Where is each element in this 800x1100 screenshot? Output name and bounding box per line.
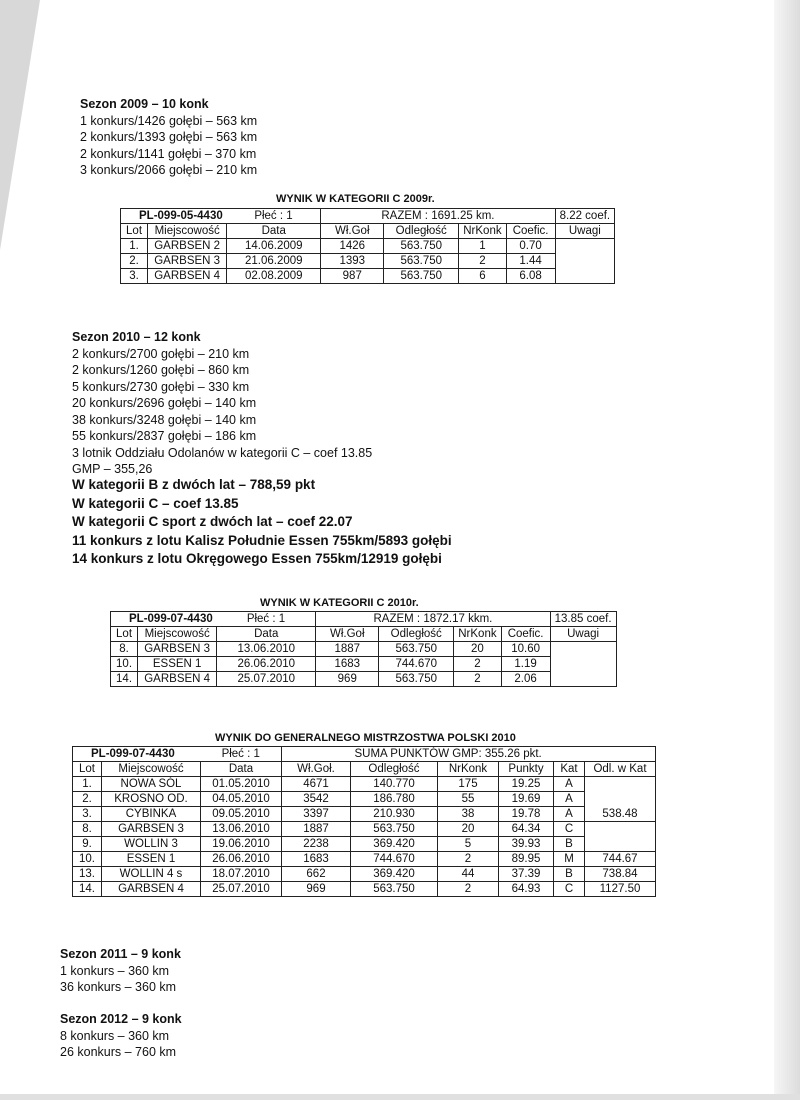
- cell-lot: 1.: [73, 777, 102, 792]
- cell-date: 19.06.2010: [201, 837, 282, 852]
- cell-date: 21.06.2009: [227, 254, 321, 269]
- cell-category: C: [554, 822, 585, 837]
- cell-birds: 2238: [282, 837, 351, 852]
- season-2010-line: 20 konkurs/2696 gołębi – 140 km: [72, 396, 257, 410]
- cell-coef: 1.19: [501, 657, 550, 672]
- cell-distance: 563.750: [384, 254, 459, 269]
- col-header: Odległość: [384, 224, 459, 239]
- cell-points: 64.34: [499, 822, 554, 837]
- table-2010-title: WYNIK W KATEGORII C 2010r.: [260, 597, 419, 609]
- scan-edge-right: [774, 0, 800, 1100]
- cell-date: 02.08.2009: [227, 269, 321, 284]
- table-row: [73, 822, 656, 837]
- col-header: Lot: [121, 224, 148, 239]
- table-row: [121, 239, 615, 254]
- cell-place: GARBSEN 4: [148, 269, 227, 284]
- col-header: Uwagi: [550, 627, 616, 642]
- cell-cat-distance: 1127.50: [585, 882, 656, 897]
- scan-edge-left: [0, 0, 40, 250]
- table-2010: [110, 611, 617, 687]
- cell-birds: 987: [321, 269, 384, 284]
- table-gmp-title: WYNIK DO GENERALNEGO MISTRZOSTWA POLSKI 2010: [215, 732, 516, 744]
- cell-points: 19.69: [499, 792, 554, 807]
- col-header: Wł.Goł: [321, 224, 384, 239]
- coef-total: 8.22 coef.: [555, 209, 615, 224]
- season-2011-line: 1 konkurs – 360 km: [60, 963, 170, 978]
- cell-date: 01.05.2010: [201, 777, 282, 792]
- cell-date: 25.07.2010: [217, 672, 316, 687]
- table-gmp-info-row: [73, 747, 656, 762]
- highlights-block: [72, 476, 452, 569]
- cell-lot: 3.: [121, 269, 148, 284]
- table-row: [73, 867, 656, 882]
- sex-label: Płeć : 1: [227, 209, 321, 224]
- col-header: Miejscowość: [102, 762, 201, 777]
- cell-coef: 6.08: [506, 269, 555, 284]
- table-row: [73, 792, 656, 807]
- cell-date: 26.06.2010: [201, 852, 282, 867]
- cell-date: 13.06.2010: [201, 822, 282, 837]
- cell-birds: 1887: [316, 642, 379, 657]
- sex-label: Płeć : 1: [201, 747, 282, 762]
- col-header: Data: [227, 224, 321, 239]
- cell-birds: 4671: [282, 777, 351, 792]
- cell-place: NOWA SÓL: [102, 777, 201, 792]
- cell-contest: 38: [438, 807, 499, 822]
- cell-contest: 2: [459, 254, 506, 269]
- season-2010-line: 38 konkurs/3248 gołębi – 140 km: [72, 412, 257, 427]
- table-gmp: [72, 746, 656, 897]
- highlight-line: 14 konkurs z lotu Okręgowego Essen 755km/12919 gołębi: [72, 551, 442, 566]
- table-2009: [120, 208, 615, 284]
- cell-birds: 969: [316, 672, 379, 687]
- col-header: Uwagi: [555, 224, 615, 239]
- cell-distance: 186.780: [351, 792, 438, 807]
- cell-points: 39.93: [499, 837, 554, 852]
- cell-birds: 1887: [282, 822, 351, 837]
- cell-birds: 969: [282, 882, 351, 897]
- cell-points: 89.95: [499, 852, 554, 867]
- table-row: [73, 837, 656, 852]
- cell-lot: 14.: [111, 672, 138, 687]
- season-2009-line: 3 konkurs/2066 gołębi – 210 km: [80, 163, 258, 177]
- cell-category: B: [554, 837, 585, 852]
- cell-lot: 8.: [111, 642, 138, 657]
- cell-distance: 210.930: [351, 807, 438, 822]
- cell-lot: 3.: [73, 807, 102, 822]
- cell-lot: 8.: [73, 822, 102, 837]
- cell-lot: 14.: [73, 882, 102, 897]
- cell-distance: 563.750: [384, 239, 459, 254]
- col-header: Data: [217, 627, 316, 642]
- season-2011-block: [60, 946, 181, 996]
- cell-contest: 20: [438, 822, 499, 837]
- cell-birds: 1683: [282, 852, 351, 867]
- cell-contest: 2: [454, 672, 501, 687]
- table-row: [73, 807, 656, 822]
- cell-distance: 369.420: [351, 867, 438, 882]
- total-distance: RAZEM : 1872.17 kkm.: [316, 612, 550, 627]
- cell-coef: 0.70: [506, 239, 555, 254]
- cell-coef: 1.44: [506, 254, 555, 269]
- cell-place: CYBINKA: [102, 807, 201, 822]
- table-row: [111, 642, 617, 657]
- cell-place: GARBSEN 4: [138, 672, 217, 687]
- col-header: Lot: [73, 762, 102, 777]
- season-2010-line: 55 konkurs/2837 gołębi – 186 km: [72, 429, 257, 443]
- cell-date: 14.06.2009: [227, 239, 321, 254]
- highlight-line: W kategorii C – coef 13.85: [72, 495, 239, 511]
- cell-lot: 2.: [121, 254, 148, 269]
- col-header: NrKonk: [459, 224, 506, 239]
- cell-contest: 20: [454, 642, 501, 657]
- highlight-line: 11 konkurs z lotu Kalisz Południe Essen 755km/5893 gołębi: [72, 532, 452, 548]
- season-2010-line: 2 konkurs/1260 gołębi – 860 km: [72, 363, 250, 377]
- cell-cat-distance: 738.84: [585, 867, 656, 882]
- cell-cat-distance: [585, 777, 656, 792]
- table-row: [121, 269, 615, 284]
- col-header: Wł.Goł.: [282, 762, 351, 777]
- cell-lot: 2.: [73, 792, 102, 807]
- cell-points: 37.39: [499, 867, 554, 882]
- col-header: Coefic.: [506, 224, 555, 239]
- cell-place: ESSEN 1: [102, 852, 201, 867]
- cell-lot: 1.: [121, 239, 148, 254]
- table-row: [121, 254, 615, 269]
- cell-category: A: [554, 792, 585, 807]
- table-2009-title: WYNIK W KATEGORII C 2009r.: [276, 193, 435, 205]
- table-header-row: [73, 762, 656, 777]
- cell-contest: 55: [438, 792, 499, 807]
- col-header: Odl. w Kat: [585, 762, 656, 777]
- table-header-row: [121, 224, 615, 239]
- season-2012-line: 26 konkurs – 760 km: [60, 1045, 177, 1059]
- col-header: Coefic.: [501, 627, 550, 642]
- cell-place: GARBSEN 3: [148, 254, 227, 269]
- col-header: Lot: [111, 627, 138, 642]
- cell-contest: 2: [454, 657, 501, 672]
- season-2012-block: [60, 1011, 182, 1061]
- cell-coef: 2.06: [501, 672, 550, 687]
- season-2012-line: 8 konkurs – 360 km: [60, 1028, 170, 1043]
- col-header: Kat: [554, 762, 585, 777]
- table-2010-info-row: [111, 612, 617, 627]
- cell-place: GARBSEN 3: [102, 822, 201, 837]
- col-header: Miejscowość: [148, 224, 227, 239]
- cell-contest: 44: [438, 867, 499, 882]
- col-header: Miejscowość: [138, 627, 217, 642]
- season-2009-block: [80, 96, 257, 179]
- cell-place: GARBSEN 3: [138, 642, 217, 657]
- season-2010-block: [72, 329, 372, 478]
- season-2011-header: Sezon 2011 – 9 konk: [60, 947, 181, 961]
- cell-points: 64.93: [499, 882, 554, 897]
- cell-contest: 5: [438, 837, 499, 852]
- cell-contest: 2: [438, 882, 499, 897]
- cell-distance: 744.670: [351, 852, 438, 867]
- season-2010-header: Sezon 2010 – 12 konk: [72, 330, 201, 344]
- cell-contest: 1: [459, 239, 506, 254]
- cell-distance: 563.750: [379, 642, 454, 657]
- cell-date: 18.07.2010: [201, 867, 282, 882]
- cell-points: 19.25: [499, 777, 554, 792]
- cell-contest: 2: [438, 852, 499, 867]
- season-2010-line: GMP – 355,26: [72, 462, 153, 476]
- cell-cat-distance: 744.67: [585, 852, 656, 867]
- col-header: NrKonk: [454, 627, 501, 642]
- cell-birds: 3397: [282, 807, 351, 822]
- cell-distance: 369.420: [351, 837, 438, 852]
- cell-category: A: [554, 807, 585, 822]
- cell-place: WOLLIN 3: [102, 837, 201, 852]
- col-header: Data: [201, 762, 282, 777]
- table-2009-info-row: [121, 209, 615, 224]
- cell-distance: 563.750: [351, 822, 438, 837]
- ring-number: PL-099-07-4430: [111, 612, 217, 627]
- col-header: NrKonk: [438, 762, 499, 777]
- cell-cat-distance: [585, 792, 656, 807]
- cell-date: 04.05.2010: [201, 792, 282, 807]
- highlight-line: W kategorii C sport z dwóch lat – coef 22.07: [72, 514, 353, 529]
- coef-total: 13.85 coef.: [550, 612, 616, 627]
- cell-date: 13.06.2010: [217, 642, 316, 657]
- cell-place: KROSNO OD.: [102, 792, 201, 807]
- cell-distance: 563.750: [379, 672, 454, 687]
- col-header: Odległość: [379, 627, 454, 642]
- cell-notes: [550, 642, 616, 687]
- total-distance: RAZEM : 1691.25 km.: [321, 209, 555, 224]
- cell-category: B: [554, 867, 585, 882]
- cell-place: ESSEN 1: [138, 657, 217, 672]
- cell-distance: 744.670: [379, 657, 454, 672]
- season-2009-line: 2 konkurs/1393 gołębi – 563 km: [80, 130, 258, 144]
- season-2009-line: 2 konkurs/1141 gołębi – 370 km: [80, 146, 257, 161]
- cell-date: 25.07.2010: [201, 882, 282, 897]
- ring-number: PL-099-07-4430: [73, 747, 201, 762]
- col-header: Punkty: [499, 762, 554, 777]
- cell-birds: 3542: [282, 792, 351, 807]
- season-2009-header: Sezon 2009 – 10 konk: [80, 97, 209, 111]
- season-2012-header: Sezon 2012 – 9 konk: [60, 1012, 182, 1026]
- season-2009-line: 1 konkurs/1426 gołębi – 563 km: [80, 113, 258, 128]
- highlight-line: W kategorii B z dwóch lat – 788,59 pkt: [72, 477, 316, 492]
- cell-category: M: [554, 852, 585, 867]
- cell-distance: 140.770: [351, 777, 438, 792]
- cell-date: 26.06.2010: [217, 657, 316, 672]
- table-row: [73, 852, 656, 867]
- cell-lot: 10.: [73, 852, 102, 867]
- table-row: [111, 657, 617, 672]
- cell-distance: 563.750: [351, 882, 438, 897]
- cell-notes: [555, 239, 615, 284]
- season-2010-line: 3 lotnik Oddziału Odolanów w kategorii C – coef 13.85: [72, 445, 373, 460]
- cell-category: A: [554, 777, 585, 792]
- cell-place: WOLLIN 4 s: [102, 867, 201, 882]
- cell-contest: 175: [438, 777, 499, 792]
- cell-cat-distance: 538.48: [585, 807, 656, 822]
- table-header-row: [111, 627, 617, 642]
- table-row: [73, 777, 656, 792]
- season-2010-line: 2 konkurs/2700 gołębi – 210 km: [72, 346, 250, 361]
- cell-place: GARBSEN 2: [148, 239, 227, 254]
- cell-coef: 10.60: [501, 642, 550, 657]
- season-2011-line: 36 konkurs – 360 km: [60, 980, 177, 994]
- cell-points: 19.78: [499, 807, 554, 822]
- cell-birds: 1393: [321, 254, 384, 269]
- scan-edge-bottom: [0, 1094, 800, 1100]
- cell-birds: 1426: [321, 239, 384, 254]
- ring-number: PL-099-05-4430: [121, 209, 227, 224]
- cell-distance: 563.750: [384, 269, 459, 284]
- cell-contest: 6: [459, 269, 506, 284]
- table-row: [111, 672, 617, 687]
- cell-cat-distance: [585, 837, 656, 852]
- cell-birds: 1683: [316, 657, 379, 672]
- cell-category: C: [554, 882, 585, 897]
- col-header: Odległość: [351, 762, 438, 777]
- cell-place: GARBSEN 4: [102, 882, 201, 897]
- table-row: [73, 882, 656, 897]
- cell-lot: 13.: [73, 867, 102, 882]
- sex-label: Płeć : 1: [217, 612, 316, 627]
- cell-lot: 9.: [73, 837, 102, 852]
- col-header: Wł.Goł: [316, 627, 379, 642]
- gmp-sum: SUMA PUNKTÓW GMP: 355.26 pkt.: [351, 747, 656, 762]
- cell-date: 09.05.2010: [201, 807, 282, 822]
- cell-birds: 662: [282, 867, 351, 882]
- cell-cat-distance: [585, 822, 656, 837]
- season-2010-line: 5 konkurs/2730 gołębi – 330 km: [72, 379, 250, 394]
- cell-lot: 10.: [111, 657, 138, 672]
